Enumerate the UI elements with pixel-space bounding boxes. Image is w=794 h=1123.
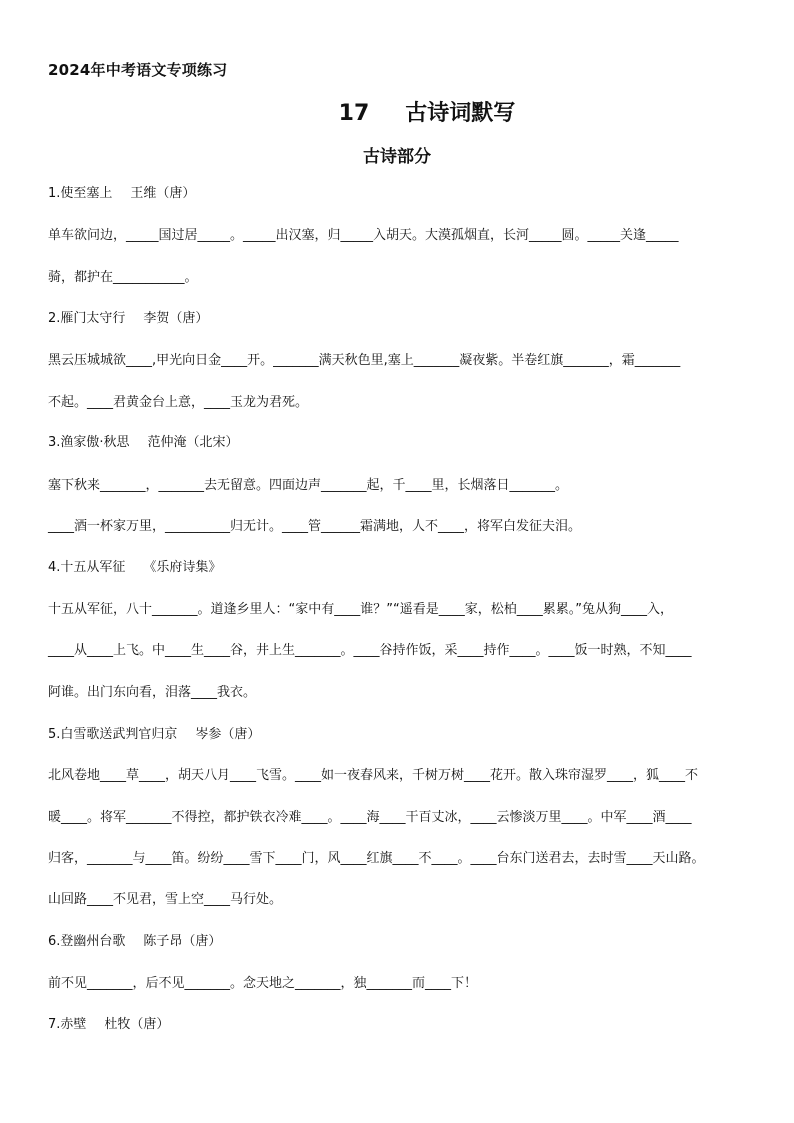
poem-title: 5.白雪歌送武判官归京 — [48, 727, 178, 742]
poem-line: ____酒一杯家万里，__________归无计。____管______霜满地，人不____，将军白发征夫泪。 — [48, 519, 582, 534]
poem-title: 3.渔家傲·秋思 — [48, 435, 130, 450]
poem-line: 北风卷地____草____，胡天八月____飞雪。____如一夜春风来，千树万树____花开。散入珠帘湿罗____，狐____不 — [48, 768, 699, 783]
poem-heading — [48, 184, 768, 204]
lesson-number: 17 — [338, 101, 370, 126]
poem-title: 4.十五从军征 — [48, 560, 126, 575]
poem-line: 归客，_______与____笛。纷纷____雪下____门，风____红旗____不____。____台东门送君去，去时雪____天山路。 — [48, 851, 705, 866]
poem-title: 7.赤壁 — [48, 1017, 87, 1032]
poem-heading — [48, 932, 768, 952]
poem-line: 骑，都护在___________。 — [48, 270, 198, 285]
poem-author: 陈子昂（唐） — [143, 934, 222, 949]
poem-title: 2.雁门太守行 — [48, 311, 126, 326]
poem-heading — [48, 309, 768, 329]
lesson-title: 古诗词默写 — [405, 101, 516, 126]
poem-author: 王维（唐） — [130, 186, 196, 201]
poem-author: 杜牧（唐） — [104, 1017, 170, 1032]
poem-heading — [48, 725, 768, 745]
poem-line: 前不见_______，后不见_______。念天地之_______，独_______而____下！ — [48, 976, 478, 991]
poem-heading — [48, 433, 768, 453]
poem-line: 暖____。将军_______不得控，都护铁衣冷难____。____海____干百丈冰，____云惨淡万里____。中军____酒____ — [48, 810, 692, 825]
poem-author: 李贺（唐） — [143, 311, 209, 326]
page-title — [0, 96, 794, 127]
poem-line: 山回路____不见君，雪上空____马行处。 — [48, 892, 283, 907]
section-subtitle: 古诗部分 — [363, 147, 431, 167]
poem-author: 《乐府诗集》 — [143, 560, 222, 575]
poem-title: 6.登幽州台歌 — [48, 934, 126, 949]
poem-line: 塞下秋来_______，_______去无留意。四面边声_______起，千____里，长烟落日_______。 — [48, 478, 569, 493]
poem-line: 十五从军征，八十_______。道逢乡里人：“家中有____谁？”“遥看是____家，松柏____累累。”兔从狗____入， — [48, 602, 673, 617]
poem-line: 黑云压城城欲____,甲光向日金____开。_______满天秋色里,塞上_______凝夜紫。半卷红旗_______，霜_______ — [48, 353, 681, 368]
poem-line: ____从____上飞。中____生____谷，井上生_______。____谷持作饭，采____持作____。____饭一时熟，不知____ — [48, 643, 692, 658]
poem-author: 岑参（唐） — [195, 727, 261, 742]
poem-line: 单车欲问边，_____国过居_____。_____出汉塞，归_____入胡天。大漠孤烟直，长河_____圆。_____关逢_____ — [48, 228, 679, 243]
poem-line: 阿谁。出门东向看，泪落____我衣。 — [48, 685, 257, 700]
poem-heading — [48, 1015, 768, 1035]
poem-heading — [48, 558, 768, 578]
poem-author: 范仲淹（北宋） — [147, 435, 239, 450]
poem-title: 1.使至塞上 — [48, 186, 113, 201]
poem-line: 不起。____君黄金台上意，____玉龙为君死。 — [48, 395, 309, 410]
document-header: 2024年中考语文专项练习 — [48, 61, 228, 79]
